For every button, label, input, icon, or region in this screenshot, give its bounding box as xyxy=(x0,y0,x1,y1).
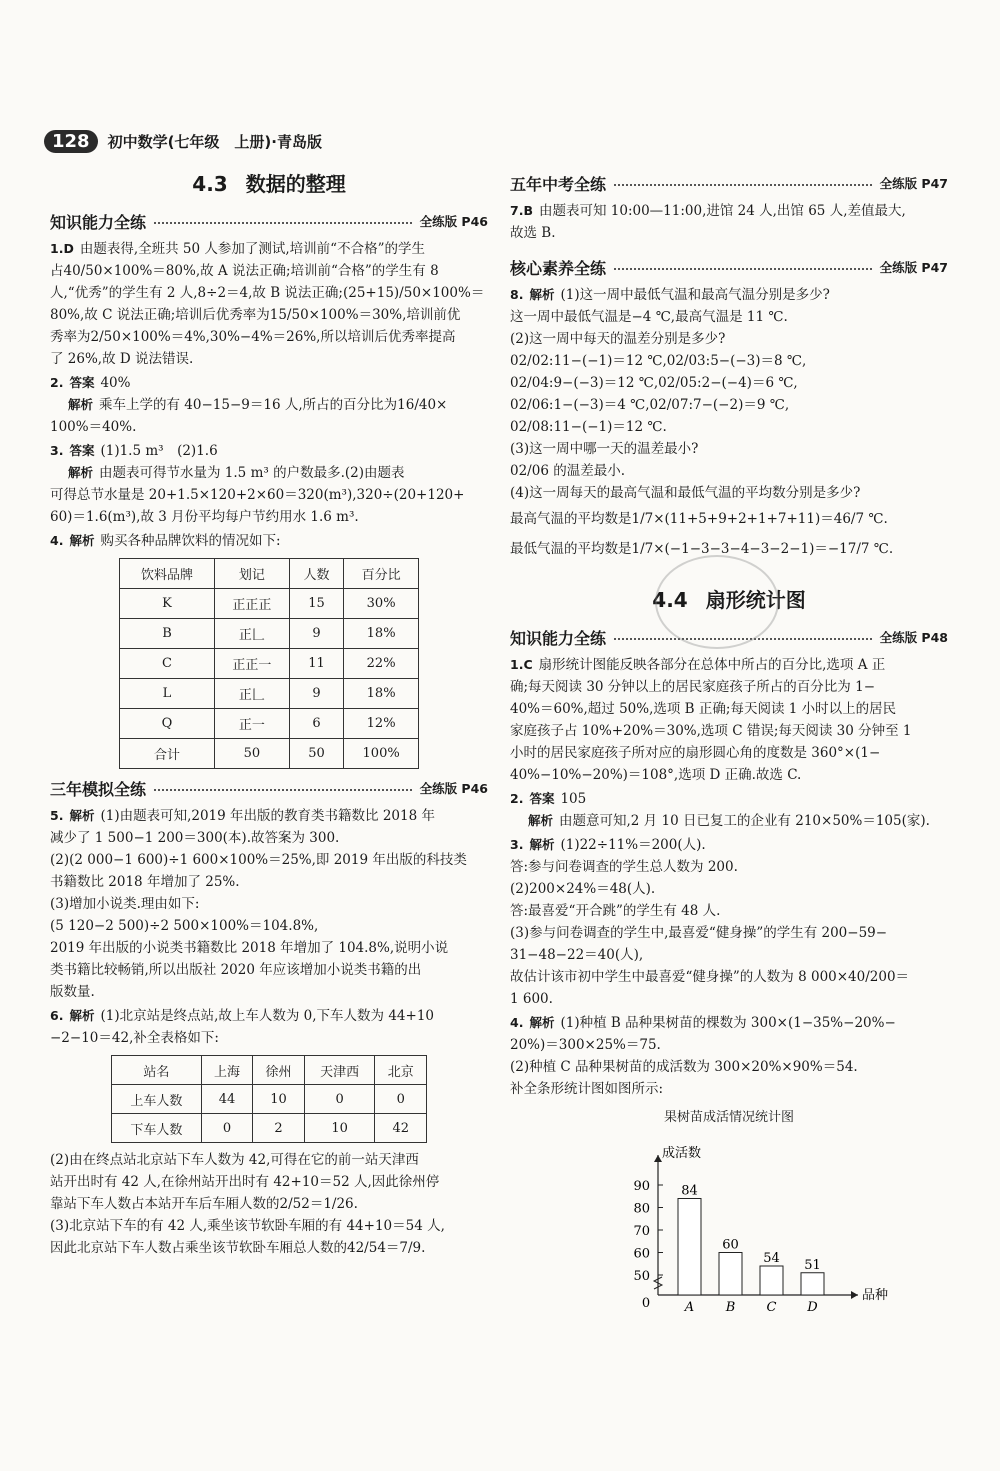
table-cell: 0 xyxy=(304,1085,375,1114)
table-row xyxy=(112,1085,427,1114)
table-cell: 11 xyxy=(289,649,344,679)
q1b-line: 40%−10%−20%)＝108°,选项 D 正确.故选 C. xyxy=(510,767,802,783)
section-bar-knowledge xyxy=(50,208,488,234)
bar-ref: 全练版 P47 xyxy=(879,176,948,191)
q1b-line: 确;每天阅读 30 分钟以上的居民家庭孩子所占的百分比为 1− xyxy=(510,679,876,695)
x-tick-label: C xyxy=(766,1300,777,1315)
q3b-line: 故估计该市初中学生中最喜爱“健身操”的人数为 8 000×40/200＝ xyxy=(510,969,910,985)
question-1b: 1.C 扇形统计图能反映各部分在总体中所占的百分比,选项 A 正 确;每天阅读 30 分钟以上的居民家庭孩子所占的百分比为 1− 40%＝60%,超过 50%,选项 B 正确;每天阅读 1 小时以上的居民 家庭孩子占 10%+20%＝30%,选项 C 错误;每天阅读 30 分钟至 1 小时的居民家庭孩子所对应的扇形圆心角的度数是 360°×(1− 40%−10%−20%)＝108°,选项 D 正确.故选 C. xyxy=(510,657,912,783)
bar-ref: 全练版 P48 xyxy=(879,630,948,645)
analysis-label: 解析 xyxy=(68,397,94,412)
q8-line: 02/08:11−(−1)＝12 ℃. xyxy=(510,419,667,435)
table-cell: 9 xyxy=(289,619,344,649)
q8-line: 最高气温的平均数是1/7×(11+5+9+2+1+7+11)＝46/7 ℃. xyxy=(510,511,888,527)
question-6: 6. 解析 (1)北京站是终点站,故上车人数为 0,下车人数为 44+10 −2−10＝42,补全表格如下: xyxy=(50,1008,435,1046)
q8-line: (4)这一周每天的最高气温和最低气温的平均数分别是多少? xyxy=(510,485,861,501)
q3b-line: (2)200×24%＝48(人). xyxy=(510,881,656,897)
bar-name: 核心素养全练 xyxy=(510,258,607,278)
drink-brand-table xyxy=(119,558,419,769)
q3b-line: 答:参与问卷调查的学生总人数为 200. xyxy=(510,859,738,875)
book-title: 初中数学(七年级 上册)·青岛版 xyxy=(107,132,322,151)
axis-break-mark xyxy=(654,1277,662,1289)
table-row xyxy=(112,1114,427,1143)
q5-line: 减少了 1 500−1 200＝300(本).故答案为 300. xyxy=(50,830,340,846)
question-8: 8. 解析 (1)这一周中最低气温和最高气温分别是多少? 这一周中最低气温是−4 ℃,最高气温是 11 ℃. (2)这一周中每天的温差分别是多少? 02/02:11−(−1)＝12 ℃,02/03:5−(−3)＝8 ℃, 02/04:9−(−3)＝12 ℃,02/05:2−(−4)＝6 ℃, 02/06:1−(−3)＝4 ℃,02/07:7−(−2)＝9 ℃, 02/08:11−(−1)＝12 ℃. (3)这一周中哪一天的温差最小? 02/06 的温差最小. (4)这一周每天的最高气温和最低气温的平均数分别是多少? 最高气温的平均数是1/7×(11+5+9+2+1+7+11)＝46/7 ℃. 最低气温的平均数是1/7×(−1−3−3−4−3−2−1)＝−17/7 ℃. xyxy=(510,284,948,564)
q5-line: (2)(2 000−1 600)÷1 600×100%＝25%,即 2019 年出版的科技类 xyxy=(50,852,467,868)
question-2b: 2. 答案 105 解析 由题意可知,2 月 10 日已复工的企业有 210×50%＝105(家). xyxy=(510,791,930,829)
origin-label: 0 xyxy=(641,1296,651,1311)
bar xyxy=(719,1253,742,1296)
q8-line: 02/04:9−(−3)＝12 ℃,02/05:2−(−4)＝6 ℃, xyxy=(510,375,798,391)
q8-line: (3)这一周中哪一天的温差最小? xyxy=(510,441,699,457)
table-cell: 50 xyxy=(214,739,289,769)
q3b-line: 31−48−22＝40(人), xyxy=(510,947,644,963)
data-label: 84 xyxy=(681,1183,698,1199)
y-tick-label: 60 xyxy=(633,1246,650,1262)
q1-line: 人,“优秀”的学生有 2 人,8÷2＝4,故 B 说法正确;(25+15)/50×100%＝ xyxy=(50,285,485,301)
question-6-cont xyxy=(50,1149,488,1259)
table-cell: 6 xyxy=(289,709,344,739)
q5-line: 书籍数比 2018 年增加了 25%. xyxy=(50,874,240,890)
table-cell: L xyxy=(120,679,215,709)
q2-line: 100%＝40%. xyxy=(50,419,137,435)
y-tick-label: 90 xyxy=(633,1179,650,1194)
table-cell: 2 xyxy=(253,1114,305,1143)
analysis-label: 解析 xyxy=(529,837,555,852)
question-4: 4. 解析 购买各种品牌饮料的情况如下: xyxy=(50,533,281,549)
q1b-line: 40%＝60%,超过 50%,选项 B 正确;每天阅读 1 小时以上的居民 xyxy=(510,701,897,717)
section-bar-three-year xyxy=(50,775,488,801)
bar-name: 三年模拟全练 xyxy=(50,779,147,799)
answer-value: (1)1.5 m³ (2)1.6 xyxy=(100,443,218,459)
y-tick-label: 50 xyxy=(633,1269,650,1284)
table-cell: 上车人数 xyxy=(112,1085,202,1114)
section-number: 4.3 xyxy=(192,172,228,196)
data-label: 54 xyxy=(763,1251,780,1266)
q2-line: 乘车上学的有 40−15−9＝16 人,所占的百分比为16/40× xyxy=(99,397,448,413)
section-name: 扇形统计图 xyxy=(705,588,806,612)
table-row xyxy=(120,679,419,709)
q6-line: (3)北京站下车的有 42 人,乘坐该节软卧车厢的有 44+10＝54 人, xyxy=(50,1218,445,1234)
question-5: 5. 解析 (1)由题表可知,2019 年出版的教育类书籍数比 2018 年 减少了 1 500−1 200＝300(本).故答案为 300. (2)(2 000−1 600)÷1 600×100%＝25%,即 2019 年出版的科技类 书籍数比 2018 年增加了 25%. (3)增加小说类.理由如下: (5 120−2 500)÷2 500×100%＝104.8%, 2019 年出版的小说类书籍数比 2018 年增加了 104.8%,说明小说 类书籍比较畅销,所以出版社 2020 年应该增加小说类书籍的出 版数量. xyxy=(50,808,467,1000)
bar xyxy=(801,1273,824,1295)
table-cell: 18% xyxy=(344,619,419,649)
analysis-label: 解析 xyxy=(529,1015,555,1030)
table-cell: 正一 xyxy=(214,709,289,739)
table-cell: 正𠃊 xyxy=(214,619,289,649)
q5-line: (1)由题表可知,2019 年出版的教育类书籍数比 2018 年 xyxy=(100,808,435,824)
q3-line: 可得总节水量是 20+1.5×120+2×60＝320(m³),320÷(20+120+ xyxy=(50,487,465,503)
answer-value: 40% xyxy=(100,375,131,391)
table-cell: Q xyxy=(120,709,215,739)
q4b-line: 补全条形统计图如图所示: xyxy=(510,1081,664,1097)
q8-line: 02/06 的温差最小. xyxy=(510,463,625,479)
table-cell: 0 xyxy=(201,1114,253,1143)
table-header-cell: 上海 xyxy=(201,1056,253,1085)
watermark-stamp xyxy=(655,555,779,649)
table-cell: C xyxy=(120,649,215,679)
q1-line: 由题表得,全班共 50 人参加了测试,培训前“不合格”的学生 xyxy=(79,241,425,257)
table-header-cell: 天津西 xyxy=(304,1056,375,1085)
data-label: 60 xyxy=(722,1237,739,1253)
answer-label: 答案 xyxy=(69,443,95,458)
x-tick-label: A xyxy=(684,1300,695,1315)
table-cell: 正𠃊 xyxy=(214,679,289,709)
answer-label: 答案 xyxy=(529,791,555,806)
table-cell: 12% xyxy=(344,709,419,739)
table-header-cell: 饮料品牌 xyxy=(120,559,215,589)
question-3b: 3. 解析 (1)22÷11%＝200(人). 答:参与问卷调查的学生总人数为 200. (2)200×24%＝48(人). 答:最喜爱“开合跳”的学生有 48 人. (3)参与问卷调查的学生中,最喜爱“健身操”的学生有 200−59− 31−48−22＝40(人), 故估计该市初中学生中最喜爱“健身操”的人数为 8 000×40/200＝ 1 600. xyxy=(510,837,910,1007)
table-row xyxy=(120,739,419,769)
q1-line: 了 26%,故 D 说法错误. xyxy=(50,351,194,367)
table-header-cell: 百分比 xyxy=(344,559,419,589)
bar-ref: 全练版 P46 xyxy=(419,214,488,229)
table-cell: K xyxy=(120,589,215,619)
answer-value: 105 xyxy=(560,791,587,807)
q4-line: 购买各种品牌饮料的情况如下: xyxy=(100,533,281,549)
q1-line: 秀率为2/50×100%＝4%,30%−4%＝26%,所以培训后优秀率提高 xyxy=(50,329,456,345)
table-cell: 10 xyxy=(304,1114,375,1143)
q8-line: 02/02:11−(−1)＝12 ℃,02/03:5−(−3)＝8 ℃, xyxy=(510,353,807,369)
left-column xyxy=(50,170,488,1261)
section-bar-five-year xyxy=(510,170,948,196)
table-cell: 18% xyxy=(344,679,419,709)
table-header-cell: 划记 xyxy=(214,559,289,589)
q5-line: 类书籍比较畅销,所以出版社 2020 年应该增加小说类书籍的出 xyxy=(50,962,422,978)
table-cell: 100% xyxy=(344,739,419,769)
bar-ref: 全练版 P46 xyxy=(419,781,488,796)
page-header xyxy=(44,128,322,154)
q3-line: 由题表可得节水量为 1.5 m³ 的户数最多.(2)由题表 xyxy=(99,465,405,481)
bar xyxy=(678,1199,701,1296)
q3-line: 60)＝1.6(m³),故 3 月份平均每户节约用水 1.6 m³. xyxy=(50,509,359,525)
analysis-label: 解析 xyxy=(69,808,95,823)
table-header-cell: 站名 xyxy=(112,1056,202,1085)
table-cell: 44 xyxy=(201,1085,253,1114)
table-cell: 正正一 xyxy=(214,649,289,679)
y-tick-label: 80 xyxy=(633,1201,650,1217)
q8-line: (2)这一周中每天的温差分别是多少? xyxy=(510,331,726,347)
section-bar-core xyxy=(510,254,948,280)
question-2: 2. 答案 40% 解析 乘车上学的有 40−15−9＝16 人,所占的百分比为16/40× 100%＝40%. xyxy=(50,375,448,435)
table-cell: 正正正 xyxy=(214,589,289,619)
section-number: 4.4 xyxy=(652,588,688,612)
table-cell: 50 xyxy=(289,739,344,769)
table-cell: 0 xyxy=(375,1085,427,1114)
q6-line: 因此北京站下车人数占乘坐该节软卧车厢总人数的42/54＝7/9. xyxy=(50,1240,426,1256)
analysis-label: 解析 xyxy=(69,1008,95,1023)
table-row xyxy=(120,589,419,619)
q7-line: 由题表可知 10:00—11:00,进馆 24 人,出馆 65 人,差值最大, xyxy=(538,203,906,219)
table-cell: 42 xyxy=(375,1114,427,1143)
x-axis-arrow xyxy=(851,1291,858,1299)
q1b-line: 家庭孩子占 10%+20%＝30%,选项 C 错误;每天阅读 30 分钟至 1 xyxy=(510,723,912,739)
section-name: 数据的整理 xyxy=(245,172,346,196)
q6-line: 靠站下车人数占本站开车后车厢人数的2/52＝1/26. xyxy=(50,1196,358,1212)
answer-label: 答案 xyxy=(69,375,95,390)
y-axis-arrow xyxy=(654,1155,662,1162)
q1-line: 80%,故 C 说法正确;培训后优秀率为15/50×100%＝30%,培训前优 xyxy=(50,307,461,323)
bar xyxy=(760,1266,783,1295)
analysis-label: 解析 xyxy=(69,533,95,548)
q6-line: −2−10＝42,补全表格如下: xyxy=(50,1030,219,1046)
x-axis-label: 品种 xyxy=(862,1288,889,1303)
q4b-line: 20%)＝300×25%＝75. xyxy=(510,1037,661,1053)
bar-chart xyxy=(510,1125,948,1321)
q4b-line: (1)种植 B 品种果树苗的棵数为 300×(1−35%−20%− xyxy=(560,1015,896,1031)
analysis-label: 解析 xyxy=(529,287,555,302)
bar-ref: 全练版 P47 xyxy=(879,260,948,275)
x-tick-label: D xyxy=(807,1300,818,1315)
table-cell: 15 xyxy=(289,589,344,619)
chart-title: 果树苗成活情况统计图 xyxy=(663,1110,794,1125)
q8-line: 最低气温的平均数是1/7×(−1−3−3−4−3−2−1)＝−17/7 ℃. xyxy=(510,541,894,557)
page-number: 128 xyxy=(44,130,98,153)
table-cell: 22% xyxy=(344,649,419,679)
table-row xyxy=(120,709,419,739)
table-row xyxy=(120,619,419,649)
section-title-4-3 xyxy=(50,170,488,198)
table-cell: 30% xyxy=(344,589,419,619)
q4b-line: (2)种植 C 品种果树苗的成活数为 300×20%×90%＝54. xyxy=(510,1059,858,1075)
analysis-label: 解析 xyxy=(68,465,94,480)
q3b-line: 1 600. xyxy=(510,991,553,1007)
bar-name: 知识能力全练 xyxy=(510,628,607,648)
question-3: 3. 答案 (1)1.5 m³ (2)1.6 解析 由题表可得节水量为 1.5 m³ 的户数最多.(2)由题表 可得总节水量是 20+1.5×120+2×60＝320(m³),320÷(20+120+ 60)＝1.6(m³),故 3 月份平均每户节约用水 1.6 m³. xyxy=(50,443,465,525)
q3b-line: 答:最喜爱“开合跳”的学生有 48 人. xyxy=(510,903,721,919)
q5-line: 2019 年出版的小说类书籍数比 2018 年增加了 104.8%,说明小说 xyxy=(50,940,449,956)
bar-name: 五年中考全练 xyxy=(510,174,607,194)
table-cell: B xyxy=(120,619,215,649)
q1b-line: 扇形统计图能反映各部分在总体中所占的百分比,选项 A 正 xyxy=(538,657,886,673)
q8-line: 02/06:1−(−3)＝4 ℃,02/07:7−(−2)＝9 ℃, xyxy=(510,397,790,413)
q5-line: 版数量. xyxy=(50,984,95,1000)
q5-line: (3)增加小说类.理由如下: xyxy=(50,896,200,912)
right-column xyxy=(510,170,948,1325)
q1-line: 占40/50×100%＝80%,故 A 说法正确;培训前“合格”的学生有 8 xyxy=(50,263,439,279)
analysis-label: 解析 xyxy=(528,813,554,828)
y-axis-label: 成活数 xyxy=(662,1146,702,1161)
q5-line: (5 120−2 500)÷2 500×100%＝104.8%, xyxy=(50,918,319,934)
q8-line: (1)这一周中最低气温和最高气温分别是多少? xyxy=(560,287,830,303)
table-cell: 合计 xyxy=(120,739,215,769)
q3b-line: (3)参与问卷调查的学生中,最喜爱“健身操”的学生有 200−59− xyxy=(510,925,888,941)
table-header-cell: 人数 xyxy=(289,559,344,589)
q6-line: 站开出时有 42 人,在徐州站开出时有 42+10＝52 人,因此徐州停 xyxy=(50,1174,440,1190)
table-cell: 下车人数 xyxy=(112,1114,202,1143)
table-cell: 9 xyxy=(289,679,344,709)
q7-line: 故选 B. xyxy=(510,225,556,241)
table-row xyxy=(120,649,419,679)
q6-line: (2)由在终点站北京站下车人数为 42,可得在它的前一站天津西 xyxy=(50,1152,419,1168)
q2b-line: 由题意可知,2 月 10 日已复工的企业有 210×50%＝105(家). xyxy=(559,813,930,829)
question-7: 7.B 由题表可知 10:00—11:00,进馆 24 人,出馆 65 人,差值最大, 故选 B. xyxy=(510,203,906,241)
y-tick-label: 70 xyxy=(633,1224,650,1239)
table-header-cell: 徐州 xyxy=(253,1056,305,1085)
q1b-line: 小时的居民家庭孩子所对应的扇形圆心角的度数是 360°×(1− xyxy=(510,745,881,761)
table-header-cell: 北京 xyxy=(375,1056,427,1085)
question-1: 1.D 由题表得,全班共 50 人参加了测试,培训前“不合格”的学生 占40/50×100%＝80%,故 A 说法正确;培训前“合格”的学生有 8 人,“优秀”的学生有 2 人,8÷2＝4,故 B 说法正确;(25+15)/50×100%＝ 80%,故 C 说法正确;培训后优秀率为15/50×100%＝30%,培训前优 秀率为2/50×100%＝4%,30%−4%＝26%,所以培训后优秀率提高 了 26%,故 D 说法错误. xyxy=(50,241,485,367)
q3b-line: (1)22÷11%＝200(人). xyxy=(560,837,706,853)
station-table xyxy=(111,1055,427,1143)
data-label: 51 xyxy=(804,1257,821,1273)
question-4b: 4. 解析 (1)种植 B 品种果树苗的棵数为 300×(1−35%−20%− 20%)＝300×25%＝75. (2)种植 C 品种果树苗的成活数为 300×20%×90%＝54. 补全条形统计图如图所示: xyxy=(510,1015,896,1097)
q8-line: 这一周中最低气温是−4 ℃,最高气温是 11 ℃. xyxy=(510,309,788,325)
bar-name: 知识能力全练 xyxy=(50,212,147,232)
q6-line: (1)北京站是终点站,故上车人数为 0,下车人数为 44+10 xyxy=(100,1008,435,1024)
x-tick-label: B xyxy=(725,1300,736,1315)
table-cell: 10 xyxy=(253,1085,305,1114)
